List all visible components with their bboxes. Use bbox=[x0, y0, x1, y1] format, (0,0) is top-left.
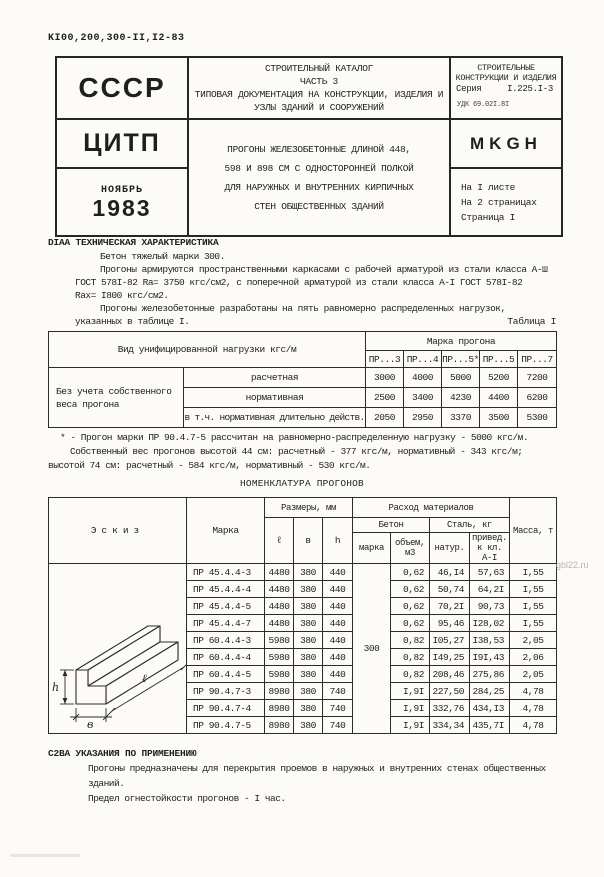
section-code: DIAA bbox=[48, 237, 71, 248]
issue-month: НОЯБРЬ bbox=[100, 184, 143, 196]
beam-width: 380 bbox=[294, 581, 323, 598]
section-heading-text: ТЕХНИЧЕСКАЯ ХАРАКТЕРИСТИКА bbox=[75, 237, 219, 248]
mark-col-header: ПР...3 bbox=[366, 351, 404, 368]
loads-table bbox=[48, 331, 557, 428]
steel-natural: I49,25 bbox=[430, 649, 470, 666]
load-value: 5000 bbox=[442, 368, 480, 388]
load-row-label: в т.ч. нормативная длительно действ. bbox=[184, 408, 366, 428]
beam-length: 5980 bbox=[265, 666, 294, 683]
catalog-line: УЗЛЫ ЗДАНИЙ И СООРУЖЕНИЙ bbox=[254, 102, 384, 113]
beam-mark: ПР 90.4.7-5 bbox=[187, 717, 265, 734]
steel-natural: 70,2I bbox=[430, 598, 470, 615]
beam-mark: ПР 60.4.4-4 bbox=[187, 649, 265, 666]
dim-arrow bbox=[62, 698, 67, 704]
beam-height: 740 bbox=[323, 717, 353, 734]
steel-natural: 46,I4 bbox=[430, 564, 470, 581]
table1-caption: Таблица I bbox=[507, 316, 556, 327]
concrete-mark-col-header: марка bbox=[353, 533, 391, 564]
load-group-label: Без учета собственного веса прогона bbox=[49, 368, 184, 428]
mark-col-header: ПР...5* bbox=[442, 351, 480, 368]
usage-text-line: Предел огнестойкости прогонов - I час. bbox=[88, 793, 286, 804]
sheet-info-line: На I листе bbox=[461, 181, 516, 193]
org-name: СССР bbox=[78, 72, 166, 103]
dim-label-h: h bbox=[51, 681, 59, 694]
mark-col-header: ПР...4 bbox=[404, 351, 442, 368]
steel-natural: 334,34 bbox=[430, 717, 470, 734]
steel-natural-col-header: натур. bbox=[430, 533, 470, 564]
steel-reduced: 284,25 bbox=[470, 683, 510, 700]
load-value: 3400 bbox=[404, 388, 442, 408]
beam-height: 740 bbox=[323, 700, 353, 717]
beam-height: 440 bbox=[323, 598, 353, 615]
beam-height: 440 bbox=[323, 632, 353, 649]
beam-length: 8980 bbox=[265, 717, 294, 734]
beam-length: 8980 bbox=[265, 683, 294, 700]
nom-data-row bbox=[49, 564, 557, 581]
footnote-block bbox=[48, 431, 588, 473]
volume-col-header: объем, м3 bbox=[391, 533, 430, 564]
nomenclature-title: НОМЕНКЛАТУРА ПРОГОНОВ bbox=[240, 478, 364, 489]
mark-group-header: Марка прогона bbox=[366, 332, 557, 351]
tech-text-line: ГОСТ 578I-82 Rа= 3750 кгс/см2, с поперечной арматурой из стали класса А-I ГОСТ 578I-82 bbox=[75, 277, 523, 288]
beam-length: 4480 bbox=[265, 615, 294, 632]
steel-reduced: 275,86 bbox=[470, 666, 510, 683]
publisher-name: ЦИТП bbox=[83, 129, 161, 157]
sheet-info-line: На 2 страницах bbox=[461, 196, 537, 208]
title-line: СТЕН ОБЩЕСТВЕННЫХ ЗДАНИЙ bbox=[254, 200, 384, 212]
beam-mark: ПР 90.4.7-3 bbox=[187, 683, 265, 700]
steel-reduced: I28,02 bbox=[470, 615, 510, 632]
concrete-volume: 0,82 bbox=[391, 666, 430, 683]
load-value: 3000 bbox=[366, 368, 404, 388]
usage-text-line: Прогоны предназначены для перекрытия проемов в наружных и внутренних стенах общественных bbox=[88, 763, 546, 774]
concrete-volume: 0,82 bbox=[391, 649, 430, 666]
steel-reduced: 57,63 bbox=[470, 564, 510, 581]
loads-header-row bbox=[49, 332, 557, 351]
load-type-header: Вид унифицированной нагрузки кгс/м bbox=[49, 332, 366, 368]
beam-height: 440 bbox=[323, 666, 353, 683]
concrete-volume: 0,62 bbox=[391, 598, 430, 615]
issue-year: 1983 bbox=[92, 194, 152, 221]
beam-height: 440 bbox=[323, 615, 353, 632]
beam-height: 440 bbox=[323, 649, 353, 666]
org-cell bbox=[56, 57, 188, 119]
steel-natural: 332,76 bbox=[430, 700, 470, 717]
catalog-line: СТРОИТЕЛЬНЫЙ КАТАЛОГ bbox=[264, 63, 374, 74]
beam-mass: 4,78 bbox=[510, 717, 557, 734]
catalog-line: ЧАСТЬ 3 bbox=[300, 76, 338, 87]
sketch-col-header: Эскиз bbox=[49, 498, 187, 564]
usage-instructions-section bbox=[48, 748, 588, 807]
tech-text-line: Бетон тяжелый марки 300. bbox=[100, 251, 225, 262]
title-line: ДЛЯ НАРУЖНЫХ И ВНУТРЕННИХ КИРПИЧНЫХ bbox=[224, 181, 414, 193]
beam-mass: 2,05 bbox=[510, 632, 557, 649]
document-code: KI00,200,300-II,I2-83 bbox=[48, 33, 185, 44]
series-value: I.225.I-3 bbox=[507, 84, 553, 94]
beam-width: 380 bbox=[294, 717, 323, 734]
load-value: 5300 bbox=[518, 408, 557, 428]
catalog-line: ТИПОВАЯ ДОКУМЕНТАЦИЯ НА КОНСТРУКЦИИ, ИЗДЕЛИЯ И bbox=[194, 89, 444, 100]
load-value: 3370 bbox=[442, 408, 480, 428]
beam-mark: ПР 60.4.4-5 bbox=[187, 666, 265, 683]
beam-mass: 2,06 bbox=[510, 649, 557, 666]
concrete-mark-value: 300 bbox=[353, 564, 391, 734]
length-col-header: ℓ bbox=[265, 518, 294, 564]
load-value: 7200 bbox=[518, 368, 557, 388]
technical-characteristics-section bbox=[48, 237, 588, 328]
loads-data-row bbox=[49, 368, 557, 388]
beam-mass: I,55 bbox=[510, 564, 557, 581]
load-row-label: нормативная bbox=[184, 388, 366, 408]
beam-height: 440 bbox=[323, 564, 353, 581]
beam-length: 4480 bbox=[265, 598, 294, 615]
height-col-header: h bbox=[323, 518, 353, 564]
tech-text-line: Rах= I800 кгс/см2. bbox=[75, 290, 169, 301]
concrete-volume: 0,62 bbox=[391, 564, 430, 581]
header-stamp-table bbox=[55, 56, 563, 237]
beam-length: 4480 bbox=[265, 564, 294, 581]
beam-width: 380 bbox=[294, 632, 323, 649]
load-value: 2050 bbox=[366, 408, 404, 428]
sheet-info-cell bbox=[450, 168, 562, 236]
beam-mark: ПР 45.4.4-4 bbox=[187, 581, 265, 598]
steel-reduced: 435,7I bbox=[470, 717, 510, 734]
beam-width: 380 bbox=[294, 598, 323, 615]
dims-group-header: Размеры, мм bbox=[265, 498, 353, 518]
mark-col-header: Марка bbox=[187, 498, 265, 564]
udk-number: УДК 69.02I.8I bbox=[457, 101, 510, 109]
section-heading-text: УКАЗАНИЯ ПО ПРИМЕНЕНИЮ bbox=[75, 748, 197, 759]
usage-text-line: зданий. bbox=[88, 778, 125, 789]
footnote-line: высотой 74 см: расчетный - 584 кгс/м, нормативный - 530 кгс/м. bbox=[48, 460, 371, 471]
beam-mass: 4,78 bbox=[510, 700, 557, 717]
concrete-volume: I,9I bbox=[391, 717, 430, 734]
section-code: С2ВА bbox=[48, 748, 71, 759]
series-line: КОНСТРУКЦИИ И ИЗДЕЛИЯ bbox=[455, 73, 557, 83]
publisher-cell bbox=[56, 119, 188, 168]
load-value: 4400 bbox=[480, 388, 518, 408]
title-line: 598 И 898 СМ С ОДНОСТОРОННЕЙ ПОЛКОЙ bbox=[224, 162, 414, 174]
beam-mass: 2,05 bbox=[510, 666, 557, 683]
dim-label-l: ℓ bbox=[141, 672, 146, 685]
beam-sketch-cell bbox=[49, 564, 187, 734]
header-row-top bbox=[56, 57, 562, 119]
steel-natural: 50,74 bbox=[430, 581, 470, 598]
site-watermark: gbl22.ru bbox=[556, 560, 589, 570]
beam-mass: I,55 bbox=[510, 598, 557, 615]
tech-text-line: Прогоны железобетонные разработаны на пять равномерно распределенных нагрузок, bbox=[100, 303, 506, 314]
steel-natural: 95,46 bbox=[430, 615, 470, 632]
steel-reduced: 434,I3 bbox=[470, 700, 510, 717]
beam-width: 380 bbox=[294, 649, 323, 666]
beam-mass: 4,78 bbox=[510, 683, 557, 700]
concrete-volume: I,9I bbox=[391, 683, 430, 700]
mass-col-header: Масса, т bbox=[510, 498, 557, 564]
concrete-volume: 0,62 bbox=[391, 615, 430, 632]
tech-text-line: указанных в таблице I. bbox=[75, 316, 190, 327]
beam-height: 740 bbox=[323, 683, 353, 700]
beam-width: 380 bbox=[294, 666, 323, 683]
beam-length: 4480 bbox=[265, 581, 294, 598]
concrete-volume: 0,82 bbox=[391, 632, 430, 649]
footnote-line: * - Прогон марки ПР 90.4.7-5 рассчитан на равномерно-распределенную нагрузку - 5000 кгс/м. bbox=[60, 432, 529, 443]
steel-reduced: I9I,43 bbox=[470, 649, 510, 666]
dim-label-b: в bbox=[86, 718, 93, 730]
code-cell bbox=[450, 119, 562, 168]
series-number-row bbox=[451, 83, 561, 94]
load-value: 2950 bbox=[404, 408, 442, 428]
beam-length: 5980 bbox=[265, 649, 294, 666]
beam-length: 8980 bbox=[265, 700, 294, 717]
materials-group-header: Расход материалов bbox=[353, 498, 510, 518]
beam-height: 440 bbox=[323, 581, 353, 598]
load-value: 6200 bbox=[518, 388, 557, 408]
width-col-header: в bbox=[294, 518, 323, 564]
steel-reduced-col-header: привед. к кл. А-I bbox=[470, 533, 510, 564]
load-value: 5200 bbox=[480, 368, 518, 388]
beam-mark: ПР 45.4.4-3 bbox=[187, 564, 265, 581]
concrete-volume: 0,62 bbox=[391, 581, 430, 598]
beam-length: 5980 bbox=[265, 632, 294, 649]
load-row-label: расчетная bbox=[184, 368, 366, 388]
date-cell bbox=[56, 168, 188, 236]
catalog-cell bbox=[188, 57, 450, 119]
document-title-cell bbox=[188, 119, 450, 236]
section-heading bbox=[48, 748, 588, 759]
load-value: 4000 bbox=[404, 368, 442, 388]
beam-mark: ПР 90.4.7-4 bbox=[187, 700, 265, 717]
beam-mass: I,55 bbox=[510, 581, 557, 598]
beam-width: 380 bbox=[294, 683, 323, 700]
scan-smudge bbox=[10, 854, 80, 857]
title-line: ПРОГОНЫ ЖЕЛЕЗОБЕТОННЫЕ ДЛИНОЙ 448, bbox=[227, 143, 411, 155]
dim-arrow bbox=[62, 670, 67, 676]
mark-col-header: ПР...7 bbox=[518, 351, 557, 368]
nom-header-row1 bbox=[49, 498, 557, 518]
series-line: СТРОИТЕЛЬНЫЕ bbox=[477, 63, 535, 73]
steel-natural: 227,50 bbox=[430, 683, 470, 700]
beam-width: 380 bbox=[294, 615, 323, 632]
beam-mark: ПР 45.4.4-7 bbox=[187, 615, 265, 632]
beam-width: 380 bbox=[294, 564, 323, 581]
beam-mark: ПР 45.4.4-5 bbox=[187, 598, 265, 615]
beam-width: 380 bbox=[294, 700, 323, 717]
load-value: 4230 bbox=[442, 388, 480, 408]
beam-sketch bbox=[50, 564, 186, 730]
footnote-line: Собственный вес прогонов высотой 44 см: расчетный - 377 кгс/м, нормативный - 343 кгс/м; bbox=[70, 446, 523, 457]
section-heading bbox=[48, 237, 588, 248]
steel-group-header: Сталь, кг bbox=[430, 518, 510, 533]
mark-col-header: ПР...5 bbox=[480, 351, 518, 368]
steel-natural: I05,27 bbox=[430, 632, 470, 649]
classification-code: MKGH bbox=[470, 133, 542, 153]
beam-mass: I,55 bbox=[510, 615, 557, 632]
nomenclature-table bbox=[48, 497, 557, 734]
series-label: Серия bbox=[456, 84, 482, 94]
sheet-info-line: Страница I bbox=[461, 211, 516, 223]
steel-reduced: I38,53 bbox=[470, 632, 510, 649]
load-value: 2500 bbox=[366, 388, 404, 408]
steel-natural: 208,46 bbox=[430, 666, 470, 683]
steel-reduced: 64,2I bbox=[470, 581, 510, 598]
header-row-middle bbox=[56, 119, 562, 168]
tech-text-line: Прогоны армируются пространственными каркасами с рабочей арматурой из стали класса А-Ш bbox=[100, 264, 548, 275]
beam-mark: ПР 60.4.4-3 bbox=[187, 632, 265, 649]
steel-reduced: 90,73 bbox=[470, 598, 510, 615]
concrete-group-header: Бетон bbox=[353, 518, 430, 533]
load-value: 3500 bbox=[480, 408, 518, 428]
series-cell bbox=[450, 57, 562, 119]
concrete-volume: I,9I bbox=[391, 700, 430, 717]
